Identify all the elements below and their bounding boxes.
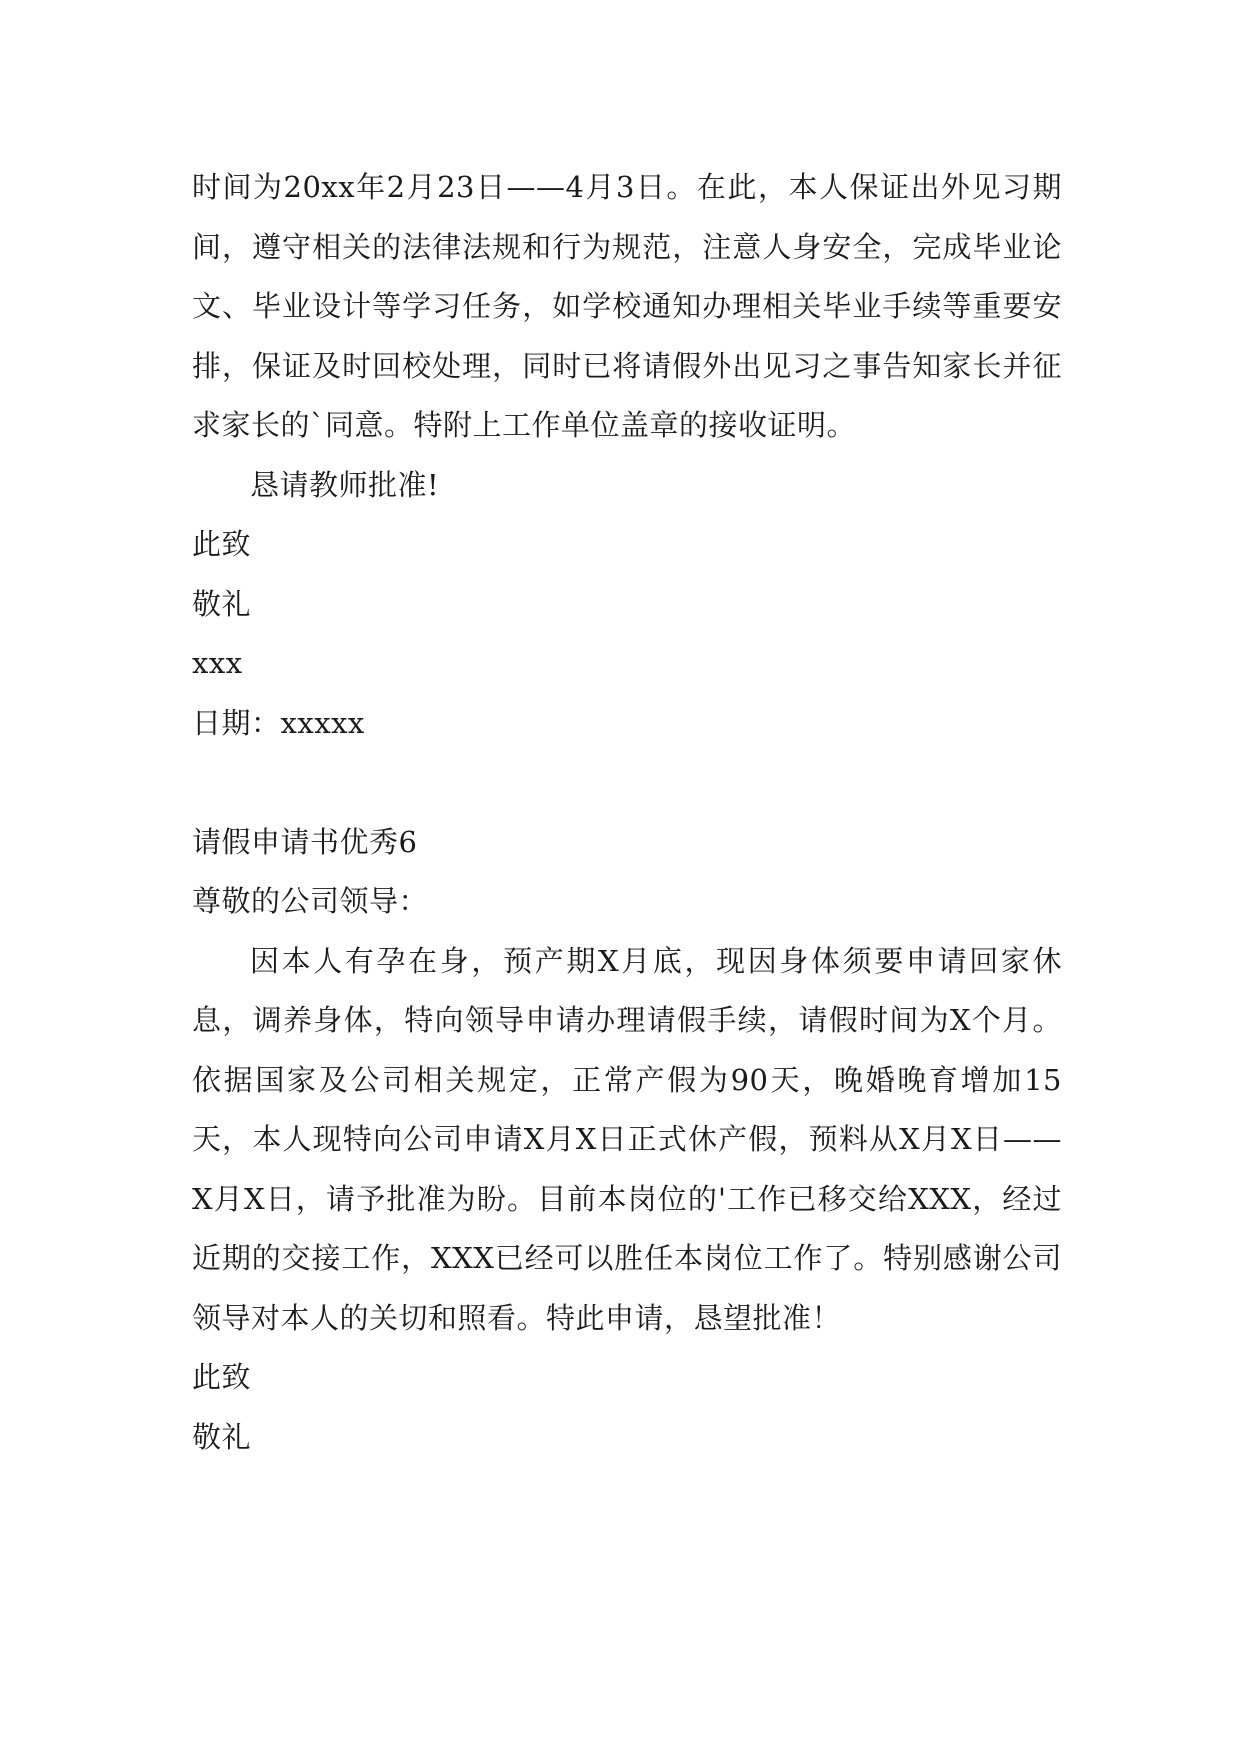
body-paragraph: 时间为20xx年2月23日——4月3日。在此，本人保证出外见习期间，遵守相关的法律法规和行为规范，注意人身安全，完成毕业论文、毕业设计等学习任务，如学校通知办理相关毕业手续等重要安排，保证及时回校处理，同时已将请假外出见习之事告知家长并征求家长的`同意。特附上工作单位盖章的接收证明。: [192, 170, 1062, 442]
signature: xxx: [192, 646, 243, 680]
body-paragraph: 因本人有孕在身，预产期X月底，现因身体须要申请回家休息，调养身体，特向领导申请办理请假手续，请假时间为X个月。依据国家及公司相关规定，正常产假为90天，晚婚晚育增加15天，本人现特向公司申请X月X日正式休产假，预料从X月X日——X月X日，请予批准为盼。目前本岗位的'工作已移交给XXX，经过近期的交接工作，XXX已经可以胜任本岗位工作了。特别感谢公司领导对本人的关切和照看。特此申请，恳望批准！: [192, 943, 1062, 1335]
request-line: 恳请教师批准!: [250, 467, 440, 502]
document-content: [192, 158, 1062, 1467]
salutation: 尊敬的公司领导：: [192, 884, 429, 918]
section-title: 请假申请书优秀6: [192, 824, 418, 859]
closing-salute: 敬礼: [192, 1419, 252, 1454]
closing-line: 此致: [192, 1360, 252, 1394]
closing-line: 此致: [192, 527, 252, 561]
section-spacer: [192, 753, 1062, 813]
date-line: 日期：xxxxx: [192, 705, 365, 740]
closing-salute: 敬礼: [192, 586, 252, 621]
